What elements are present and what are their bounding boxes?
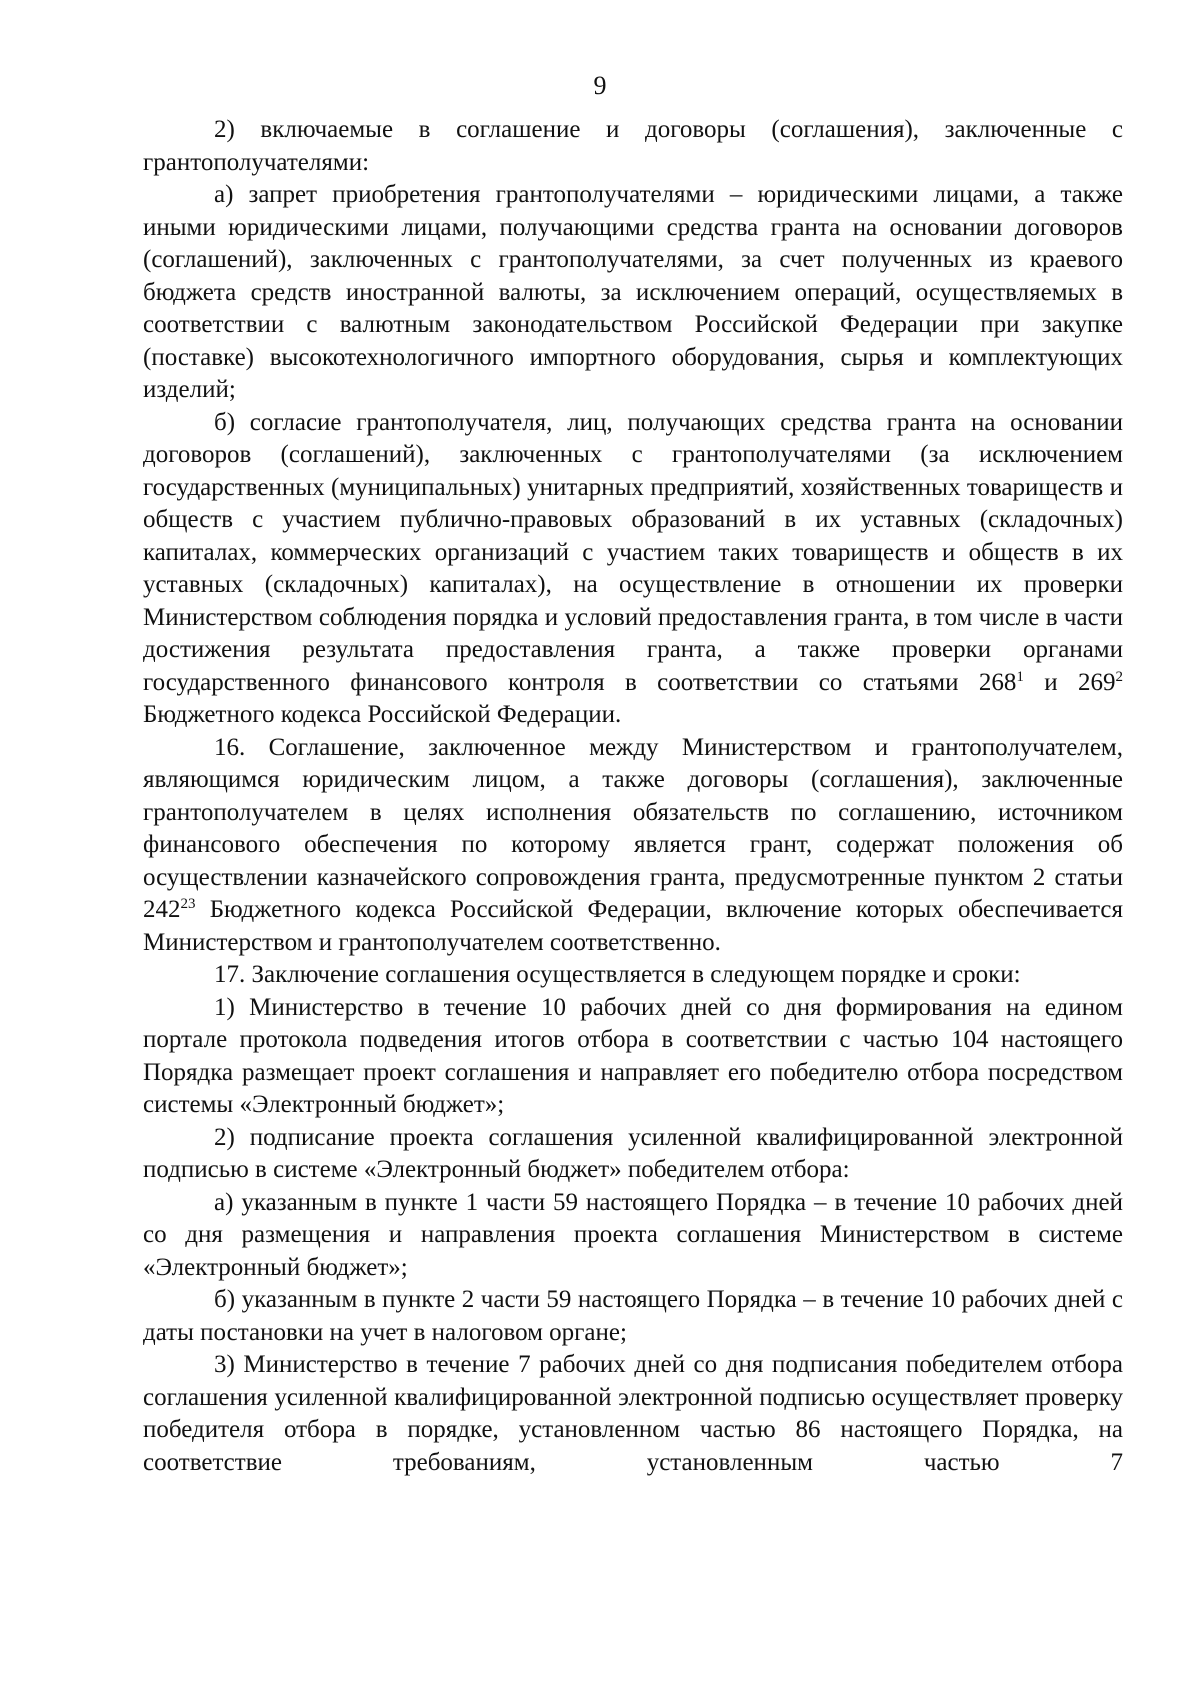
paragraph-b-consent-to-inspection: [143, 407, 1123, 732]
paragraph-a-currency-ban: а) запрет приобретения грантополучателями – юридическими лицами, а также иными юридическими лицами, получающими средства гранта на основании договоров (соглашений), заключенных с грантополучателями, за счет полученных из краевого бюджета средств иностранной валюты, за исключением операций, осуществляемых в соответствии с валютным законодательством Российской Федерации при закупке (поставке) высокотехнологичного импортного оборудования, сырья и комплектующих изделий;: [143, 181, 1123, 403]
paragraph-text: б) согласие грантополучателя, лиц, получающих средства гранта на основании договоров (соглашений), заключенных с грантополучателями (за исключением государственных (муниципальных) унитарных предприятий, хозяйственных товариществ и обществ с участием публично-правовых образований в их уставных (складочных) капиталах, коммерческих организаций с участием таких товариществ и обществ в их уставных (складочных) капиталах), на осуществление в отношении их проверки Министерством соблюдения порядка и условий предоставления гранта, в том числе в части достижения результата предоставления гранта, а также проверки органами государственного финансового контроля в соответствии со статьями 268: [143, 408, 1123, 696]
superscript: 1: [1016, 668, 1024, 685]
paragraph-b-signing-term: б) указанным в пункте 2 части 59 настоящего Порядка – в течение 10 рабочих дней с даты постановки на учет в налоговом органе;: [143, 1286, 1123, 1346]
superscript: 2: [1115, 668, 1123, 685]
paragraph-2-signing: 2) подписание проекта соглашения усиленной квалифицированной электронной подписью в системе «Электронный бюджет» победителем отбора:: [143, 1123, 1123, 1183]
page-number: 9: [593, 71, 607, 100]
paragraph-3-ministry-check: 3) Министерство в течение 7 рабочих дней со дня подписания победителем отбора соглашения усиленной квалифицированной электронной подписью осуществляет проверку победителя отбора в порядке, установленном частью 86 настоящего Порядка, на соответствие требованиям, установленным частью 7: [143, 1351, 1123, 1476]
paragraph-text: Бюджетного кодекса Российской Федерации.: [143, 701, 622, 728]
paragraph-a-signing-term: а) указанным в пункте 1 части 59 настоящего Порядка – в течение 10 рабочих дней со дня размещения и направления проекта соглашения Министерством в системе «Электронный бюджет»;: [143, 1188, 1123, 1281]
paragraph-text: 16. Соглашение, заключенное между Министерством и грантополучателем, являющимся юридическим лицом, а также договоры (соглашения), заключенные грантополучателем в целях исполнения обязательств по соглашению, источником финансового обеспечения по которому является грант, содержат положения об осуществлении казначейского сопровождения гранта, предусмотренные пунктом 2 статьи 242: [143, 733, 1123, 923]
paragraph-2-included-provisions: 2) включаемые в соглашение и договоры (соглашения), заключенные с грантополучателями:: [143, 116, 1123, 176]
paragraph-17-conclusion-procedure: 17. Заключение соглашения осуществляется в следующем порядке и сроки:: [214, 961, 1021, 988]
paragraph-16-treasury-support: [143, 732, 1123, 960]
superscript: 23: [180, 896, 196, 912]
paragraph-1-ministry-posts-draft: 1) Министерство в течение 10 рабочих дней со дня формирования на едином портале протокола подведения итогов отбора в соответствии с частью 104 настоящего Порядка размещает проект соглашения и направляет его победителю отбора посредством системы «Электронный бюджет»;: [143, 993, 1123, 1118]
paragraph-text: Бюджетного кодекса Российской Федерации, включение которых обеспечивается Министерством и грантополучателем соответственно.: [143, 896, 1123, 956]
document-body: [143, 114, 1123, 1479]
paragraph-text: и 269: [1023, 668, 1116, 696]
